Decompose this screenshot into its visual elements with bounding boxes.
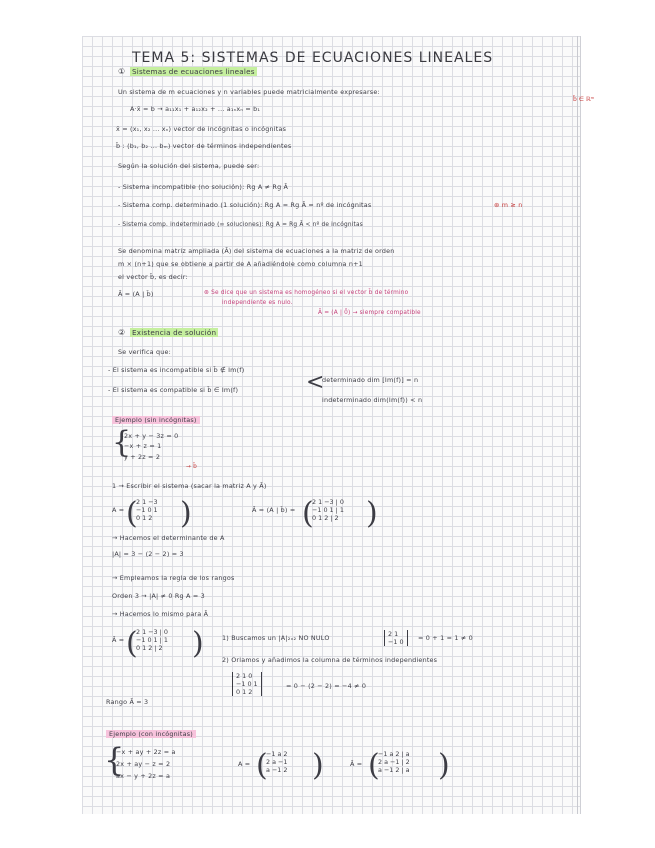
s1-determinado-note: ⊛ m ≥ n [494, 201, 523, 209]
ej1-A-row-1: 2 1 −3 [136, 498, 158, 506]
example-1-title: Ejemplo (sin incógnitas) [112, 416, 200, 424]
section-2-number: ② [118, 328, 126, 337]
ej1-Aamp-row-2: −1 0 1 | 1 [312, 506, 344, 514]
ej1-eq-2: −x + z = 1 [124, 442, 162, 450]
margin-line [577, 36, 578, 814]
page-title: TEMA 5: SISTEMAS DE ECUACIONES LINEALES [132, 50, 494, 66]
s1-segun: Según la solución del sistema, puede ser: [118, 162, 260, 170]
ej1-Aamp-matrix [312, 498, 344, 522]
section-1-title: Sistemas de ecuaciones lineales [132, 67, 255, 76]
ej1-Aamp2-paren-left: ( [126, 626, 138, 661]
s1-homogeneo-3: Ā = (A | 0̄) → siempre compatible [318, 310, 421, 316]
s1-determinado: - Sistema comp. determinado (1 solución): Rg A = Rg Ā = nº de incógnitas [118, 201, 372, 209]
s2-brace: < [306, 370, 325, 395]
ej2-Aamp-matrix [378, 750, 410, 774]
ej2-system-brace: { [104, 741, 125, 779]
s1-homogeneo-1: ⊛ Se dice que un sistema es homogéneo si el vector b̄ de término [204, 290, 409, 296]
ej1-step-1: 1 → Escribir el sistema (sacar la matriz A y Ā) [112, 482, 267, 490]
ej1-orlamos-row-1: 2 1 0 [236, 672, 253, 680]
s1-ampliada-1: Se denomina matriz ampliada (Ā) del sistema de ecuaciones a la matriz de orden [118, 247, 395, 255]
ej1-Aamp2-row-3: 0 1 2 | 2 [136, 644, 163, 652]
ej1-A-row-3: 0 1 2 [136, 514, 153, 522]
s1-homogeneo-2: independiente es nulo. [222, 300, 293, 306]
example-2-title: Ejemplo (con incógnitas) [106, 730, 196, 738]
section-2-title: Existencia de solución [132, 328, 217, 337]
s1-ampliada-2: m × (n+1) que se obtiene a partir de A añadiéndole como columna n+1 [118, 260, 363, 268]
ej1-determinant: |A| = 3 − (2 − 2) = 3 [112, 550, 184, 558]
ej1-orlamos-result: = 0 − (2 − 2) = −4 ≠ 0 [286, 682, 367, 690]
ej1-buscar: 1) Buscamos un |A|₂ₓ₂ NO NULO [222, 634, 330, 642]
ej1-Aamp2-row-1: 2 1 −3 | 0 [136, 628, 168, 636]
ej1-buscar-result: = 0 + 1 = 1 ≠ 0 [418, 634, 473, 642]
notebook-page [82, 36, 581, 814]
ej2-Aamp-paren-left: ( [368, 748, 380, 783]
ej2-Aamp-row-2: 2 a −1 | 2 [378, 758, 410, 766]
ej2-A-row-2: 2 a −1 [266, 758, 288, 766]
ej1-orlamos-row-2: −1 0 1 [236, 680, 258, 688]
s2-determinado: determinado dim [Im(f)] = n [322, 376, 419, 384]
ej1-Aamp-label: Ā = (A | b̄) = [252, 506, 296, 514]
s1-vector-x: x̄ = (x₁, x₂ ... xₙ) vector de incógnitas o incógnitas [116, 125, 287, 133]
ej1-system-brace: { [112, 425, 132, 460]
s1-ampliada-3: el vector b̄, es decir: [118, 273, 188, 281]
side-note: b̄ ∈ ℝᵐ [573, 96, 595, 103]
ej2-eq-3: ax − y + 2z = a [116, 772, 171, 780]
ej1-Aamp-paren-right: ) [366, 496, 378, 531]
ej1-Aamp2-row-2: −1 0 1 | 1 [136, 636, 168, 644]
ej1-Aamp2-matrix [136, 628, 168, 652]
ej1-A-row-2: −1 0 1 [136, 506, 158, 514]
ej1-buscar-row-2: −1 0 [388, 638, 404, 646]
ej2-A-row-3: a −1 2 [266, 766, 288, 774]
ej1-eq-1: 2x + y − 3z = 0 [124, 432, 179, 440]
ej2-Aamp-label: Ā = [350, 760, 363, 768]
ej2-Aamp-row-1: −1 a 2 | a [378, 750, 410, 758]
s1-incompatible: - Sistema incompatible (no solución): Rg A ≠ Rg Ā [118, 183, 289, 191]
s1-equation: A·x̄ = b → a₁₁x₁ + a₁₂x₂ + ... a₁ₙxₙ = b₁ [130, 105, 261, 113]
section-1-number: ① [118, 67, 126, 76]
s2-incompatible: - El sistema es incompatible si b̄ ∉ Im(f) [108, 366, 245, 374]
ej2-eq-1: −x + ay + 2z = a [116, 748, 176, 756]
s1-vector-b: b̄ : (b₁, b₂ ... bₘ) vector de términos independientes [116, 142, 292, 150]
ej2-eq-2: 2x + ay − z = 2 [116, 760, 171, 768]
ej2-A-paren-right: ) [312, 748, 324, 783]
ej1-Aamp2-label: Ā = [112, 636, 125, 644]
ej2-Aamp-paren-right: ) [438, 748, 450, 783]
s1-ampliada-eq: Ā = (A | b̄) [118, 290, 154, 298]
ej1-Aamp-paren-left: ( [302, 496, 314, 531]
ej1-step-2: → Hacemos el determinante de A [112, 534, 225, 542]
ej1-rango: Rango Ā = 3 [106, 698, 149, 706]
ej1-A-matrix [136, 498, 158, 522]
ej1-Aamp2-paren-right: ) [192, 626, 204, 661]
s1-intro: Un sistema de m ecuaciones y n variables puede matricialmente expresarse: [118, 88, 380, 96]
ej1-Aamp-row-3: 0 1 2 | 2 [312, 514, 339, 522]
ej1-orlamos: 2) Orlamos y añadimos la columna de términos independientes [222, 656, 438, 664]
s2-verifica: Se verifica que: [118, 348, 172, 356]
ej1-orlamos-row-3: 0 1 2 [236, 688, 253, 696]
ej2-A-matrix [266, 750, 287, 774]
ej1-eq-3: y + 2z = 2 [124, 453, 161, 461]
ej2-A-paren-left: ( [256, 748, 268, 783]
s2-compatible: - El sistema es compatible si b̄ ∈ Im(f) [108, 386, 239, 394]
ej1-buscar-matrix [384, 630, 408, 646]
ej1-Aamp-row-1: 2 1 −3 | 0 [312, 498, 344, 506]
ej1-step-4: → Hacemos lo mismo para Ā [112, 610, 209, 618]
ej1-step-3: → Empleamos la regla de los rangos [112, 574, 235, 582]
s2-indeterminado: indeterminado dim(Im(f)) < n [322, 396, 423, 404]
ej1-orden: Orden 3 → |A| ≠ 0 Rg A = 3 [112, 592, 205, 600]
ej1-A-paren-left: ( [126, 496, 138, 531]
ej1-b-mark: → b̄ [186, 464, 197, 470]
ej1-A-label: A = [112, 506, 125, 514]
ej2-A-label: A = [238, 760, 251, 768]
ej1-buscar-row-1: 2 1 [388, 630, 399, 638]
ej2-A-row-1: −1 a 2 [266, 750, 288, 758]
s1-indeterminado: - Sistema comp. indeterminado (∞ soluciones): Rg A = Rg Ā < nº de incógnitas [118, 222, 364, 228]
ej2-Aamp-row-3: a −1 2 | a [378, 766, 410, 774]
ej1-orlamos-matrix [232, 672, 262, 696]
ej1-A-paren-right: ) [180, 496, 192, 531]
